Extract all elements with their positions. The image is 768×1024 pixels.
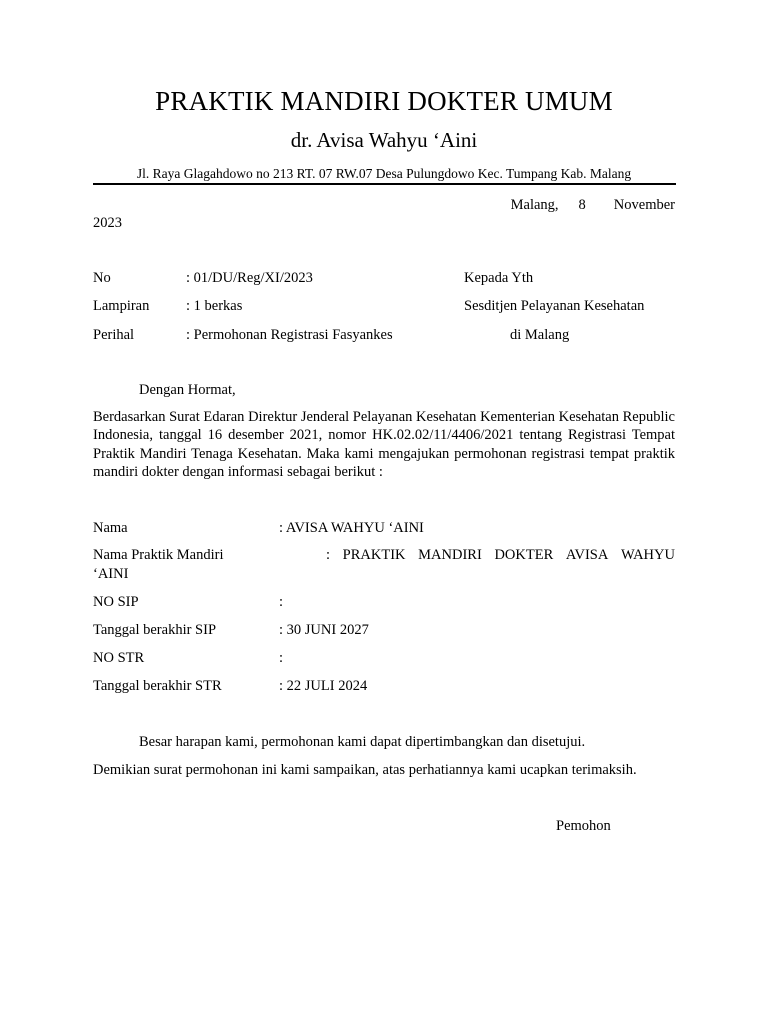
praktik-label: Nama Praktik Mandiri (93, 547, 224, 563)
signature-label: Pemohon (556, 818, 611, 834)
perihal-label: Perihal (93, 327, 135, 343)
nama-label: Nama (93, 520, 128, 536)
praktik-value-word: WAHYU (620, 547, 675, 563)
praktik-value-colon: : (326, 547, 331, 563)
praktik-value-word: DOKTER (494, 547, 554, 563)
praktik-value-wrap: ‘AINI (93, 566, 129, 582)
str-expiry-label: Tanggal berakhir STR (93, 678, 222, 694)
no-value: : 01/DU/Reg/XI/2023 (186, 270, 313, 286)
body-paragraph: Berdasarkan Surat Edaran Direktur Jenderal Pelayanan Kesehatan Kementerian Kesehatan Republic Indonesia, tanggal 16 desember 2021, nomor HK.02.02/11/4406/2021 tentang Registrasi Tempat Praktik Mandiri Tenaga Kesehatan. Maka kami mengajukan permohonan registrasi tempat praktik mandiri dokter dengan informasi sebagai berikut : (93, 409, 675, 480)
date-line (93, 197, 675, 214)
sip-value: : (279, 594, 284, 610)
lampiran-label: Lampiran (93, 298, 150, 314)
doctor-name: dr. Avisa Wahyu ‘Aini (290, 128, 478, 152)
str-label: NO STR (93, 650, 145, 666)
date-day: 8 (578, 197, 586, 213)
letterhead-divider (93, 183, 676, 185)
letterhead-title: PRAKTIK MANDIRI DOKTER UMUM (155, 86, 613, 116)
praktik-value (326, 547, 675, 564)
perihal-value: : Permohonan Registrasi Fasyankes (186, 327, 393, 343)
recipient-location: di Malang (510, 327, 570, 343)
closing-thanks: Demikian surat permohonan ini kami sampaikan, atas perhatiannya kami ucapkan terimaksih. (93, 762, 637, 778)
date-year: 2023 (93, 215, 122, 231)
recipient-name: Sesditjen Pelayanan Kesehatan (464, 298, 645, 314)
salutation: Dengan Hormat, (139, 382, 236, 398)
lampiran-value: : 1 berkas (186, 298, 243, 314)
recipient-greeting: Kepada Yth (464, 270, 534, 286)
str-value: : (279, 650, 284, 666)
closing-hope: Besar harapan kami, permohonan kami dapat dipertimbangkan dan disetujui. (139, 734, 586, 750)
praktik-value-word: AVISA (565, 547, 609, 563)
nama-value: : AVISA WAHYU ‘AINI (279, 520, 424, 536)
praktik-value-word: MANDIRI (418, 547, 482, 563)
str-expiry-value: : 22 JULI 2024 (279, 678, 368, 694)
sip-expiry-label: Tanggal berakhir SIP (93, 622, 217, 638)
practice-address: Jl. Raya Glagahdowo no 213 RT. 07 RW.07 Desa Pulungdowo Kec. Tumpang Kab. Malang (136, 166, 632, 181)
date-month: November (613, 197, 675, 213)
praktik-value-word: PRAKTIK (342, 547, 406, 563)
sip-label: NO SIP (93, 594, 139, 610)
sip-expiry-value: : 30 JUNI 2027 (279, 622, 369, 638)
date-city: Malang, (510, 197, 559, 213)
no-label: No (93, 270, 111, 286)
